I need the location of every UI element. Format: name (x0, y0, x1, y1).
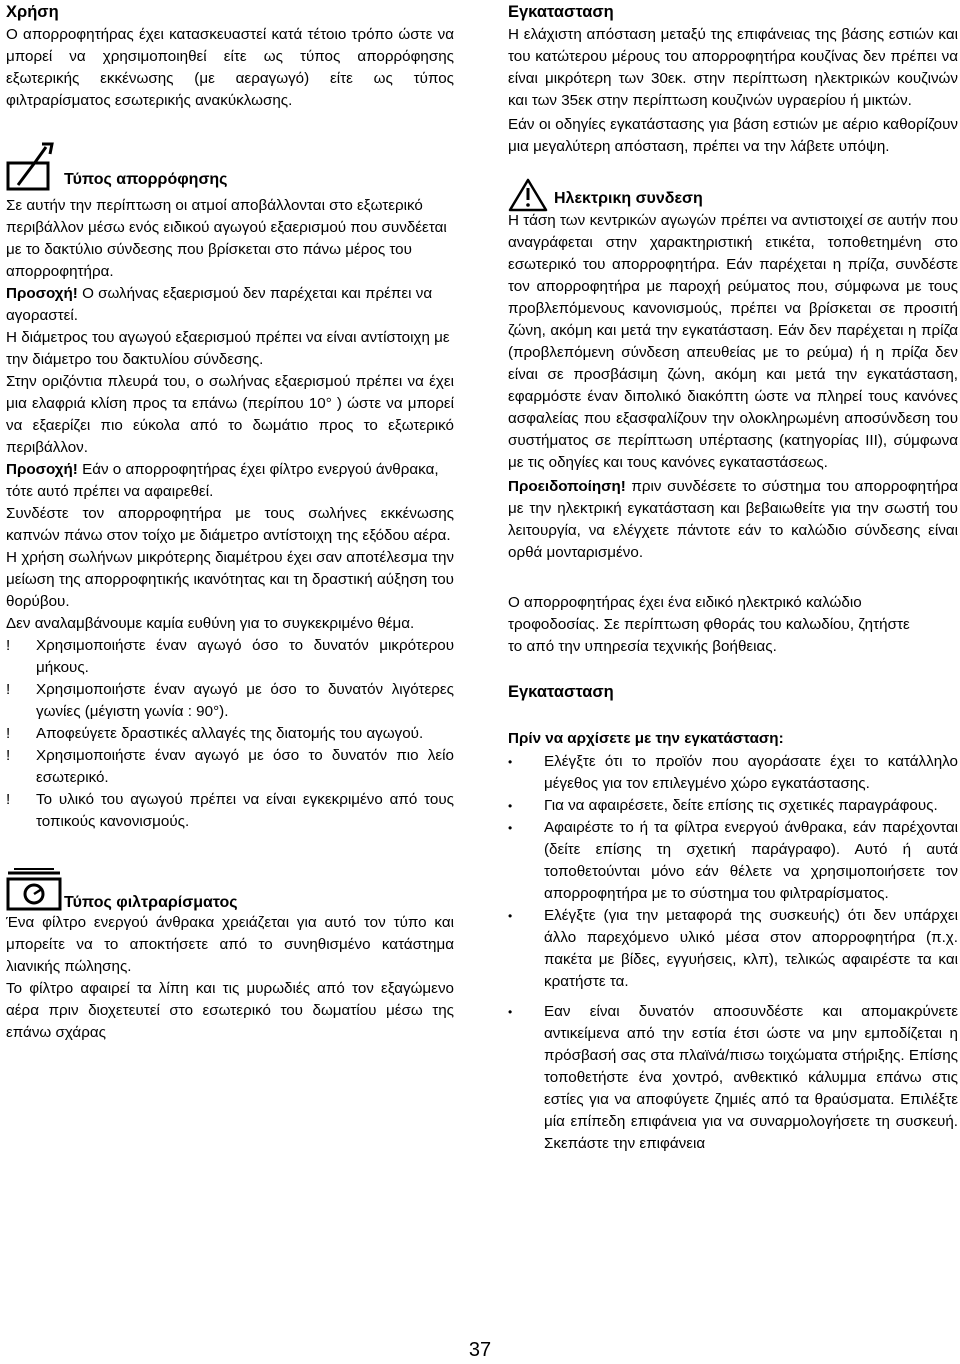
list-item (508, 795, 958, 817)
list-item (6, 745, 454, 789)
filter-heading: Τύπος φιλτραρίσματος (64, 894, 238, 911)
exclamation-marker: ! (6, 637, 11, 654)
diameter-paragraph: Η διάμετρος του αγωγού εξαερισμού πρέπει να είναι αντίστοιχη με την διάμετρο του δακτυλίου σύνδεσης. (6, 329, 450, 368)
distance-paragraph: Η ελάχιστη απόσταση μεταξύ της επιφάνειας της βάσης εστιών και του κατώτερου μέρους του απορροφητήρα κουζίνας δεν πρέπει να είναι μικρότερη των 30εκ. στην περίπτωση ηλεκτρικών κουζινών και των 35εκ στην περίπτωση κουζινών υγραερίου ή μικτών. (508, 26, 958, 109)
filter-section (6, 867, 454, 911)
tip-text: Αποφεύγετε δραστικές αλλαγές της διατομής του αγωγού. (36, 725, 424, 742)
tip-text: Χρησιμοποιήστε έναν αγωγό όσο το δυνατόν μικρότερου μήκους. (36, 637, 454, 676)
list-item (6, 789, 454, 833)
electric-section (508, 178, 958, 210)
list-item (508, 905, 958, 993)
warning-duct-not-supplied (6, 283, 454, 327)
list-item (508, 751, 958, 795)
filter-paragraph-2: Το φίλτρο αφαιρεί τα λίπη και τις μυρωδιές από τον εξαγώμενο αέρα πριν διοχετευτεί στο εσωτερικό του δωματίου μέσω της επάνω σχάρας (6, 980, 454, 1041)
warning-label: Προσοχή! (6, 461, 78, 478)
bullet-icon: • (508, 909, 513, 923)
filter-paragraph-1: Ένα φίλτρο ενεργού άνθρακα χρειάζεται για αυτό τον τύπο και μπορείτε να το αποκτήσετε από το συνηθισμένο κατάστημα λιανικής πώλησης. (6, 914, 454, 975)
before-installation-list (508, 751, 958, 1155)
tip-text: Χρησιμοποιήστε έναν αγωγό με όσο το δυνατόν πιο λείο εσωτερικό. (36, 747, 454, 786)
tip-text: Το υλικό του αγωγού πρέπει να είναι εγκεκριμένο από τους τοπικούς κανονισμούς. (36, 791, 454, 830)
warning-carbon-filter (6, 459, 454, 503)
warning-triangle-icon (508, 178, 548, 212)
suction-section (6, 141, 454, 191)
warning-text: Ο σωλήνας εξαερισμού δεν παρέχεται και πρέπει να αγοραστεί. (6, 285, 433, 324)
bullet-text: Εαν είναι δυνατόν αποσυνδέστε και απομακρύνετε αντικείμενα από την εστία έτσι ώστε να μην εμποδίζεται η πρόσβασή σας στα πλαϊνά/πισω τοιχώματα στήριξης. Επίσης τοποθετήστε ένα χοντρό, ανθεκτικό κάλυμμα επάνω στις εστίες για να αποφύγετε ζημιές από τα θραύσματα. Επιλέξτε μία επίπεδη επιφάνεια για να συναρμολογήσετε τη συσκευή. Σκεπάστε την επιφάνεια (544, 1003, 958, 1152)
recirculation-filter-icon (6, 867, 62, 911)
smaller-pipe-paragraph: Η χρήση σωλήνων μικρότερης διαμέτρου έχει σαν αποτέλεσμα την μείωση της απορροφητικής ικανότητας και τη δραστική αύξηση του θορύβου. (6, 549, 454, 610)
tip-text: Χρησιμοποιήστε έναν αγωγό με όσο το δυνατόν λιγότερες γωνίες (μέγιστη γωνία : 90°). (36, 681, 454, 720)
liability-paragraph: Δεν αναλαμβάνουμε καμία ευθύνη για το συγκεκριμένο θέμα. (6, 615, 415, 632)
warning-label: Προσοχή! (6, 285, 78, 302)
electric-paragraph: Η τάση των κεντρικών αγωγών πρέπει να αντιστοιχεί σε αυτήν που αναγράφεται στην χαρακτηριστική ετικέτα, τοποθετημένη στο εσωτερικό του απορροφητήρα. Εάν παρέχεται η πρίζα, συνδέστε τον απορροφητήρα με παροχή ρεύματος που, σύμφωνα με τους προβλεπόμενους κανονισμούς, πρέπει να βρίσκεται σε προσιτή ζώνη, ακόμη και μετά την εγκατάσταση. Εάν δεν παρέχεται η πρίζα (προβλεπόμενη σύνδεση απευθείας με το ρεύμα) ή η πρίζα δεν είναι σε προσβάσιμη ζώνη, ακόμη και μετά την εγκατάσταση, εφαρμόστε έναν διπολικό διακόπτη ώστε να πληρεί τους κανόνες ασφαλείας που εξασφαλίζουν την ολοκληρωμένη αποσύνδεση του συστήματος σε περίπτωση υπέρτασης (κατηγορίας ΙΙΙ), σύμφωνα με τις οδηγίες και τους κανόνες εγκαταστάσεως. (508, 212, 958, 471)
warning-label: Προειδοποίηση! (508, 478, 626, 495)
list-item (508, 817, 958, 905)
bullet-icon: • (508, 821, 513, 835)
warning-connection (508, 476, 958, 564)
exclamation-marker: ! (6, 681, 11, 698)
bullet-icon: • (508, 799, 513, 813)
right-column (508, 0, 958, 1155)
bullet-text: Ελέγξτε ότι το προϊόν που αγοράσατε έχει το κατάλληλο μέγεθος για τον επιλεγμένο χώρο εγκατάστασης. (544, 753, 958, 792)
warning-text: πριν συνδέσετε το σύστημα του απορροφητήρα με την ηλεκτρική εγκατάσταση και βεβαιωθείτε για την σωστή του λειτουργία, να ελέγχετε πάντοτε εάν το καλώδιο σύνδεσης είναι ορθά μονταρισμένο. (508, 478, 958, 561)
installation-heading: Εγκατασταση (508, 3, 614, 21)
exhaust-duct-icon (6, 141, 58, 193)
suction-heading: Τύπος απορρόφησης (64, 171, 228, 188)
duct-tips-list (6, 635, 454, 833)
bullet-icon: • (508, 755, 513, 769)
connect-paragraph: Συνδέστε τον απορροφητήρα με τους σωλήνες εκκένωσης καπνών πάνω στον τοίχο με διάμετρο αντίστοιχη της εξόδου αέρα. (6, 505, 454, 544)
exclamation-marker: ! (6, 747, 11, 764)
before-installation-heading: Πρίν να αρχίσετε με την εγκατάσταση: (508, 730, 784, 747)
exclamation-marker: ! (6, 725, 11, 742)
list-item (6, 723, 454, 745)
usage-heading: Χρήση (6, 3, 59, 21)
installation-heading-2: Εγκατασταση (508, 683, 614, 701)
electric-heading: Ηλεκτρικη συνδεση (554, 190, 703, 207)
bullet-icon: • (508, 1005, 513, 1019)
bullet-text: Αφαιρέστε το ή τα φίλτρα ενεργού άνθρακα, εάν παρέχονται (δείτε επίσης τη σχετική παράγραφο). Αυτό ή αυτά τοποθετούνται μόνο εάν θέλετε να χρησιμοποιήσετε τον απορροφητήρα με το σύστημα του φιλτραρίσματος. (544, 819, 958, 902)
cable-paragraph: Ο απορροφητήρας έχει ένα ειδικό ηλεκτρικό καλώδιο τροφοδοσίας. Σε περίπτωση φθοράς του καλωδίου, ζητήστε το από την υπηρεσία τεχνικής βοήθειας. (508, 594, 910, 655)
bullet-text: Για να αφαιρέσετε, δείτε επίσης τις σχετικές παραγράφους. (544, 797, 938, 814)
exclamation-marker: ! (6, 791, 11, 808)
list-item (508, 1001, 958, 1155)
list-item (6, 635, 454, 679)
left-column (6, 0, 454, 1044)
suction-paragraph: Σε αυτήν την περίπτωση οι ατμοί αποβάλλονται στο εξωτερικό περιβάλλον μέσω ενός ειδικού αγωγού εξαερισμού που συνδέεται με το δακτύλιο σύνδεσης που βρίσκεται στο πάνω μέρος του απορροφητήρα. (6, 197, 447, 280)
list-item (6, 679, 454, 723)
slope-paragraph: Στην οριζόντια πλευρά του, ο σωλήνας εξαερισμού πρέπει να έχει μια ελαφριά κλίση προς τα επάνω (περίπου 10° ) ώστε να μπορεί να εξαερίζει πιο εύκολα από το δωμάτιο προς το εξωτερικό περιβάλλον. (6, 373, 454, 456)
bullet-text: Ελέγξτε (για την μεταφορά της συσκευής) ότι δεν υπάρχει άλλο παρεχόμενο υλικό μέσα στον απορροφητήρα (π.χ. πακέτα με βίδες, εγγυήσεις, κλπ), τελικώς αφαιρέστε τα και κρατήστε τα. (544, 907, 958, 990)
gas-instructions-paragraph: Εάν οι οδηγίες εγκατάστασης για βάση εστιών με αέριο καθορίζουν μια μεγαλύτερη απόσταση, πρέπει να την λάβετε υπόψη. (508, 116, 958, 155)
page-number: 37 (468, 1339, 492, 1361)
warning-text: Εάν ο απορροφητήρας έχει φίλτρο ενεργού άνθρακα, τότε αυτό πρέπει να αφαιρεθεί. (6, 461, 439, 500)
usage-paragraph: Ο απορροφητήρας έχει κατασκευαστεί κατά τέτοιο τρόπο ώστε να μπορεί να χρησιμοποιηθεί είτε ως τύπος απορρόφησης εξωτερικής εκκένωσης (με αεραγωγό) είτε ως τύπος φιλτραρίσματος εσωτερικής ανακύκλωσης. (6, 26, 454, 109)
